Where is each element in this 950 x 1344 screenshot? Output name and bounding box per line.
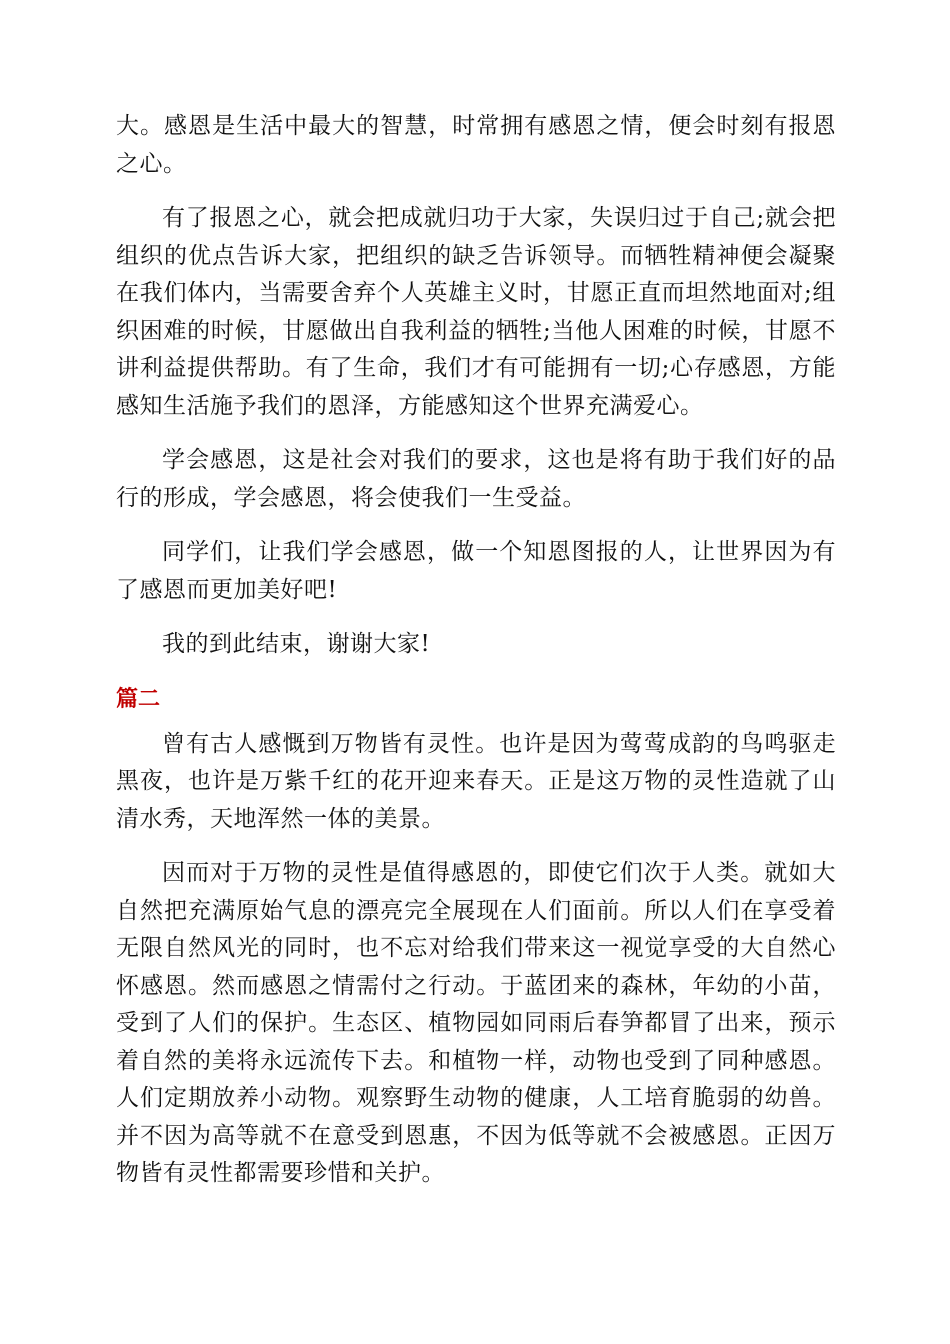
paragraph-continuation: 大。感恩是生活中最大的智慧，时常拥有感恩之情，便会时刻有报恩之心。 bbox=[116, 113, 836, 177]
section-heading: 篇二 bbox=[116, 686, 161, 712]
paragraph-closing: 我的到此结束，谢谢大家! bbox=[162, 631, 431, 657]
paragraph-classmates: 同学们，让我们学会感恩，做一个知恩图报的人，让世界因为有了感恩而更加美好吧! bbox=[116, 539, 836, 603]
paragraph-spirituality: 曾有古人感慨到万物皆有灵性。也许是因为莺莺成韵的鸟鸣驱走黑夜，也许是万紫千红的花开迎来春天。正是这万物的灵性造就了山清水秀，天地浑然一体的美景。 bbox=[116, 730, 836, 832]
paragraph-gratitude-heart: 有了报恩之心，就会把成就归功于大家，失误归过于自己;就会把组织的优点告诉大家，把组织的缺乏告诉领导。而牺牲精神便会凝聚在我们体内，当需要舍弃个人英雄主义时，甘愿正直而坦然地面对;组织困难的时候，甘愿做出自我利益的牺牲;当他人困难的时候，甘愿不讲利益提供帮助。有了生命，我们才有可能拥有一切;心存感恩，方能感知生活施予我们的恩泽，方能感知这个世界充满爱心。 bbox=[116, 205, 836, 419]
document-page bbox=[116, 108, 836, 1193]
paragraph-nature-gratitude: 因而对于万物的灵性是值得感恩的，即使它们次于人类。就如大自然把充满原始气息的漂亮完全展现在人们面前。所以人们在享受着无限自然风光的同时，也不忘对给我们带来这一视觉享受的大自然心怀感恩。然而感恩之情需付之行动。于蓝团来的森林，年幼的小苗，受到了人们的保护。生态区、植物园如同雨后春笋都冒了出来，预示着自然的美将永远流传下去。和植物一样，动物也受到了同种感恩。人们定期放养小动物。观察野生动物的健康，人工培育脆弱的幼兽。并不因为高等就不在意受到恩惠，不因为低等就不会被感恩。正因万物皆有灵性都需要珍惜和关护。 bbox=[116, 860, 836, 1186]
paragraph-learn-gratitude: 学会感恩，这是社会对我们的要求，这也是将有助于我们好的品行的形成，学会感恩，将会使我们一生受益。 bbox=[116, 447, 836, 511]
